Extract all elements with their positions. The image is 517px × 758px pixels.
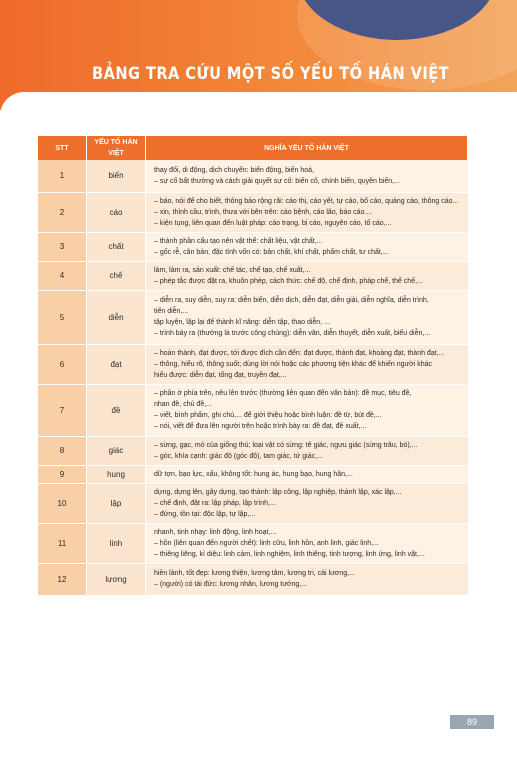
- table-row: [38, 563, 468, 595]
- han-viet-element: diễn: [87, 290, 146, 344]
- han-viet-element: đề: [87, 384, 146, 436]
- column-header-yeu-to: YẾU TỐ HÁN VIỆT: [87, 136, 146, 160]
- table-row: [38, 384, 468, 436]
- meaning-line: – trình bày ra (thường là trước công chúng): diễn văn, diễn thuyết, diễn xuất, biểu diễn,...: [154, 330, 431, 337]
- meaning-cell: [146, 523, 468, 563]
- han-viet-element: biến: [87, 160, 146, 192]
- meaning-cell: [146, 290, 468, 344]
- meaning-line: – phần ở phía trên, nêu lên trước (thường liên quan đến văn bản): đề mục, tiêu đề,: [154, 390, 412, 397]
- han-viet-lookup-table: [38, 136, 468, 596]
- page-number: 89: [450, 715, 494, 729]
- page-header-banner: [0, 0, 517, 110]
- meaning-line: – hồn (liên quan đến người chết): linh cữu, linh hồn, anh linh, giác linh,...: [154, 539, 379, 547]
- meaning-line: – viết, bình phẩm, ghi chú,... để giới thiệu hoặc bình luận: đề từ, bút đề,...: [154, 412, 382, 419]
- header-curve: [0, 92, 517, 110]
- row-number: 8: [38, 436, 87, 465]
- table-row: [38, 232, 468, 261]
- row-number: 10: [38, 483, 87, 523]
- meaning-line: – thông, hiểu rõ, thông suốt; dùng lời nói hoặc các phương tiện khác để khiến người khác: [154, 360, 433, 368]
- meaning-cell: [146, 192, 468, 232]
- table-row: [38, 523, 468, 563]
- table-row: [38, 465, 468, 483]
- table-row: [38, 290, 468, 344]
- meaning-cell: [146, 436, 468, 465]
- meaning-line: nhanh, tinh nhạy: linh động, linh hoạt,...: [154, 528, 277, 536]
- row-number: 1: [38, 160, 87, 192]
- han-viet-element: hung: [87, 465, 146, 483]
- row-number: 2: [38, 192, 87, 232]
- han-viet-element: đạt: [87, 344, 146, 384]
- meaning-line: – xin, thỉnh cầu, trình, thưa với bên trên: cáo bệnh, cáo lão, báo cáo....: [154, 208, 373, 216]
- meaning-line: – sự cố bất thường và cách giải quyết sự cố: biến cố, chính biến, quyền biến,...: [154, 177, 400, 185]
- meaning-cell: [146, 160, 468, 192]
- meaning-line: dữ tợn, bạo lực, xấu, không tốt: hung ác, hung bạo, hung hãn,...: [154, 470, 353, 478]
- table-row: [38, 436, 468, 465]
- meaning-line: dựng, dựng lên, gây dựng, tạo thành: lập công, lập nghiệp, thành lập, xác lập,...: [154, 488, 402, 496]
- table-header-row: [38, 136, 468, 160]
- table-row: [38, 192, 468, 232]
- han-viet-element: giác: [87, 436, 146, 465]
- meaning-cell: [146, 483, 468, 523]
- meaning-line: – góc, khía cạnh: giác độ (góc độ), tam giác, tứ giác,...: [154, 452, 323, 460]
- meaning-cell: [146, 232, 468, 261]
- meaning-line: – thiêng liêng, kì diệu: linh cảm, linh nghiệm, linh thiêng, tinh tượng, linh ứng, linh vật,...: [154, 550, 425, 558]
- meaning-line: nhan đề, chủ đề,...: [154, 401, 212, 408]
- row-number: 5: [38, 290, 87, 344]
- han-viet-element: linh: [87, 523, 146, 563]
- meaning-line: – thành phần cấu tạo nên vật thể: chất liệu, vật chất,...: [154, 237, 323, 245]
- meaning-line: hiền lành, tốt đẹp: lương thiện, lương tâm, lương tri, cải lương,...: [154, 570, 355, 577]
- table-row: [38, 160, 468, 192]
- column-header-stt: STT: [38, 136, 87, 160]
- table-row: [38, 483, 468, 523]
- meaning-line: – sừng, gạc, mỏ của giống thú; loại vật có sừng: tê giác, ngưu giác (sừng trâu, bò),...: [154, 441, 418, 449]
- meaning-line: – hoàn thành, đạt được, tới được đích cần đến: đạt được, thành đạt, khoáng đạt, thành đạt,...: [154, 349, 445, 357]
- column-header-nghia: NGHĨA YẾU TỐ HÁN VIỆT: [146, 136, 468, 160]
- table-row: [38, 261, 468, 290]
- han-viet-element: chế: [87, 261, 146, 290]
- row-number: 3: [38, 232, 87, 261]
- meaning-line: – chế định, đặt ra: lập pháp, lập trình,...: [154, 499, 276, 507]
- table-body: [38, 160, 468, 595]
- meaning-cell: [146, 344, 468, 384]
- meaning-cell: [146, 465, 468, 483]
- meaning-line: – báo, nói để cho biết, thông báo rộng rãi: cáo thị, cáo yết, tự cáo, bố cáo, quảng cáo, thông cáo...: [154, 197, 459, 205]
- meaning-line: – nói, viết để đưa lên người trên hoặc trình bày ra: đề đạt, đề xuất,...: [154, 423, 367, 430]
- meaning-line: – gốc rễ, căn bản, đặc tính vốn có: bản chất, khí chất, phẩm chất, tư chất,...: [154, 248, 389, 256]
- row-number: 4: [38, 261, 87, 290]
- meaning-cell: [146, 261, 468, 290]
- meaning-line: – (người) có tài đức: lương nhân, lương tướng,...: [154, 581, 308, 588]
- meaning-cell: [146, 563, 468, 595]
- han-viet-element: cáo: [87, 192, 146, 232]
- meaning-line: – kiện tụng, liên quan đến luật pháp: cáo trạng, bị cáo, nguyên cáo, tố cáo,...: [154, 219, 392, 227]
- page-title: BẢNG TRA CỨU MỘT SỐ YẾU TỐ HÁN VIỆT: [92, 64, 450, 84]
- meaning-cell: [146, 384, 468, 436]
- han-viet-element: lập: [87, 483, 146, 523]
- row-number: 7: [38, 384, 87, 436]
- han-viet-element: chất: [87, 232, 146, 261]
- row-number: 12: [38, 563, 87, 595]
- table-row: [38, 344, 468, 384]
- meaning-line: tập luyện, lặp lại để thành kĩ năng: diễn tập, thao diễn, ...: [154, 319, 330, 326]
- meaning-line: – diễn ra, suy diễn, suy ra: diễn biến, diễn dịch, diễn đạt, diễn giải, diễn nghĩa, diễn trình,: [154, 297, 429, 304]
- row-number: 11: [38, 523, 87, 563]
- meaning-line: hiểu được: diễn đạt, tống đạt, truyền đạt,...: [154, 371, 287, 379]
- row-number: 6: [38, 344, 87, 384]
- row-number: 9: [38, 465, 87, 483]
- meaning-line: – phép tắc được đặt ra, khuôn phép, cách thức: chế độ, chế định, pháp chế, thể chế,...: [154, 277, 423, 285]
- meaning-line: – đứng, tồn tại: độc lập, tự lập,...: [154, 510, 256, 518]
- meaning-line: làm, làm ra, sản xuất: chế tác, chế tạo, chế xuất,...: [154, 266, 311, 274]
- han-viet-element: lương: [87, 563, 146, 595]
- meaning-line: thay đổi, di động, dịch chuyển: biến động, biến hoá,: [154, 166, 314, 174]
- meaning-line: tiến diễn,...: [154, 308, 189, 315]
